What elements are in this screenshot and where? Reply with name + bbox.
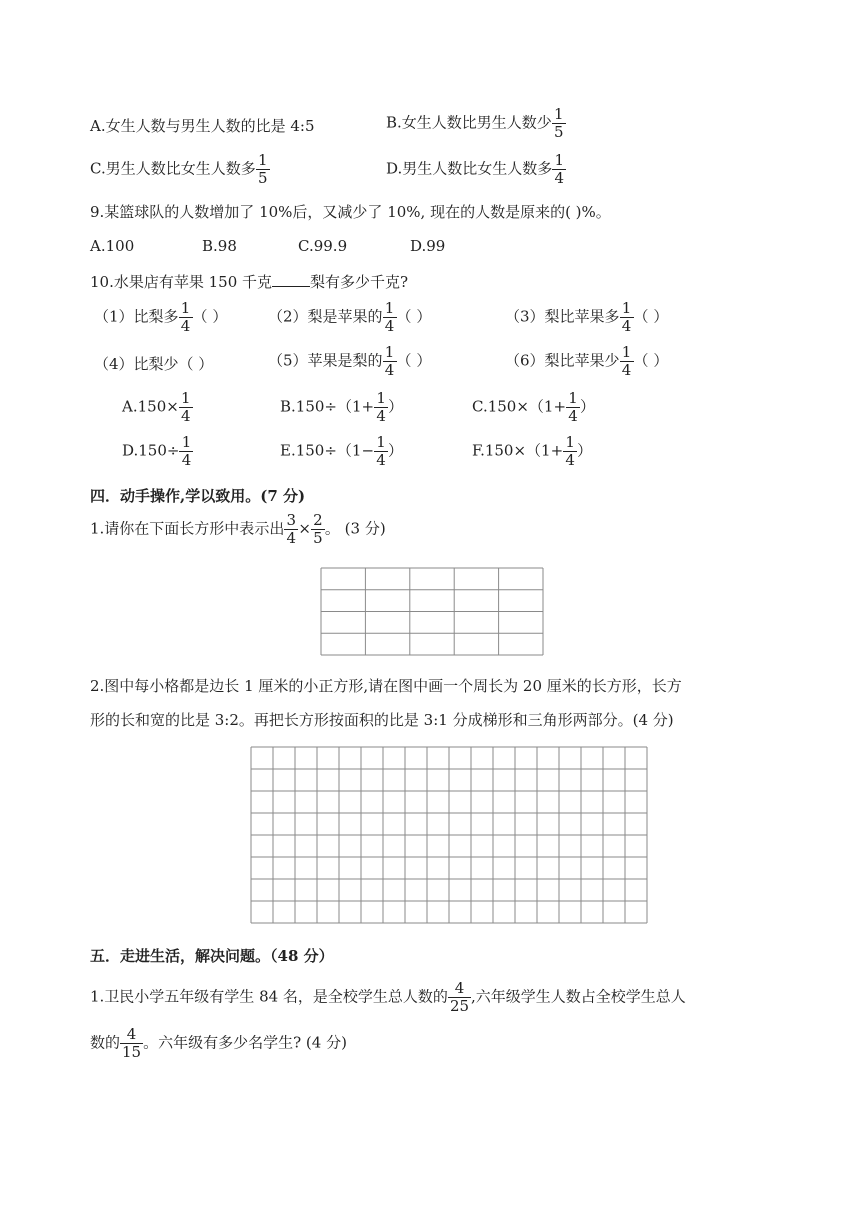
s4-question-2-line2: 形的长和宽的比是 3:2。再把长方形按面积的比是 3:1 分成梯形和三角形两部分。(4 分) [90,711,674,729]
q10-choice-a: A.150× $\frac{1}{4}$ [122,390,193,425]
s4-question-2-line1: 2.图中每小格都是边长 1 厘米的小正方形,请在图中画一个周长为 20 厘米的长方形，长方 [90,677,682,695]
q10-item-2: （2）梨是苹果的 $\frac{1}{4}$ （ ） [268,299,432,335]
q9-option-c: C.99.9 [298,237,348,255]
q9-option-d: D.99 [410,237,446,255]
fraction: $\frac{4}{15}$ [122,1025,142,1061]
fraction: $\frac{1}{4}$ [567,390,579,425]
fraction: $\frac{1}{4}$ [384,344,396,379]
fraction: $\frac{1}{4}$ [180,300,192,335]
q8-option-c: C.男生人数比女生人数多 $\frac{1}{5}$ [90,152,270,187]
s5-question-1-line1: 1.卫民小学五年级有学生 84 名，是全校学生总人数的 $\frac{4}{25}$ ,六年级学生人数占全校学生总人 [90,979,686,1015]
q8-option-d: D.男生人数比女生人数多 $\frac{1}{4}$ [386,152,566,187]
answer-blank [272,270,310,287]
section-4-title: 四．动手操作,学以致用。(7 分) [90,487,306,505]
q8-option-a: A.女生人数与男生人数的比是 4:5 [90,117,315,135]
fraction: $\frac{1}{4}$ [553,152,565,187]
q10-choice-d: D.150÷ $\frac{1}{4}$ [122,434,193,469]
q9-option-b: B.98 [202,237,237,255]
fraction: $\frac{3}{4}$ [285,512,297,547]
section-5-title: 五．走进生活，解决问题。（48 分） [90,947,334,965]
fraction: $\frac{1}{4}$ [180,390,192,425]
fraction: $\frac{1}{4}$ [375,390,387,425]
square-grid-18x8 [250,746,648,924]
q10-item-3: （3）梨比苹果多 $\frac{1}{4}$ （ ） [505,299,669,335]
q10-choice-b: B.150÷（1+ $\frac{1}{4}$ ） [280,389,404,425]
q10-item-6: （6）梨比苹果少 $\frac{1}{4}$ （ ） [505,343,669,379]
s5-question-1-line2: 数的 $\frac{4}{15}$ 。六年级有多少名学生? (4 分) [90,1025,347,1061]
q10-choice-f: F.150×（1+ $\frac{1}{4}$ ） [472,433,593,469]
fraction: $\frac{1}{4}$ [180,434,192,469]
fraction: $\frac{2}{5}$ [312,512,324,547]
q9-question: 9.某篮球队的人数增加了 10%后，又减少了 10%, 现在的人数是原来的( )%。 [90,203,611,221]
q10-item-5: （5）苹果是梨的 $\frac{1}{4}$ （ ） [268,343,432,379]
q10-choice-e: E.150÷（1− $\frac{1}{4}$ ） [280,433,404,469]
s4-question-1: 1.请你在下面长方形中表示出 $\frac{3}{4}$ × $\frac{2}{5}$ 。 (3 分) [90,511,386,547]
fraction: $\frac{1}{4}$ [621,300,633,335]
q10-item-4: （4）比梨少（ ） [94,355,214,373]
fraction: $\frac{4}{25}$ [449,979,470,1015]
q9-option-a: A.100 [90,237,135,255]
fraction: $\frac{1}{5}$ [257,152,269,187]
fraction: $\frac{1}{5}$ [553,106,565,141]
rectangle-grid-5x4 [320,567,544,656]
fraction: $\frac{1}{4}$ [384,300,396,335]
fraction: $\frac{1}{4}$ [621,344,633,379]
fraction: $\frac{1}{4}$ [564,434,576,469]
q10-question: 10.水果店有苹果 150 千克 梨有多少千克? [90,270,408,292]
q8-option-b: B.女生人数比男生人数少 $\frac{1}{5}$ [386,106,566,141]
fraction: $\frac{1}{4}$ [375,434,387,469]
q10-item-1: （1）比梨多 $\frac{1}{4}$ （ ） [94,299,228,335]
q10-choice-c: C.150×（1+ $\frac{1}{4}$ ） [472,389,596,425]
